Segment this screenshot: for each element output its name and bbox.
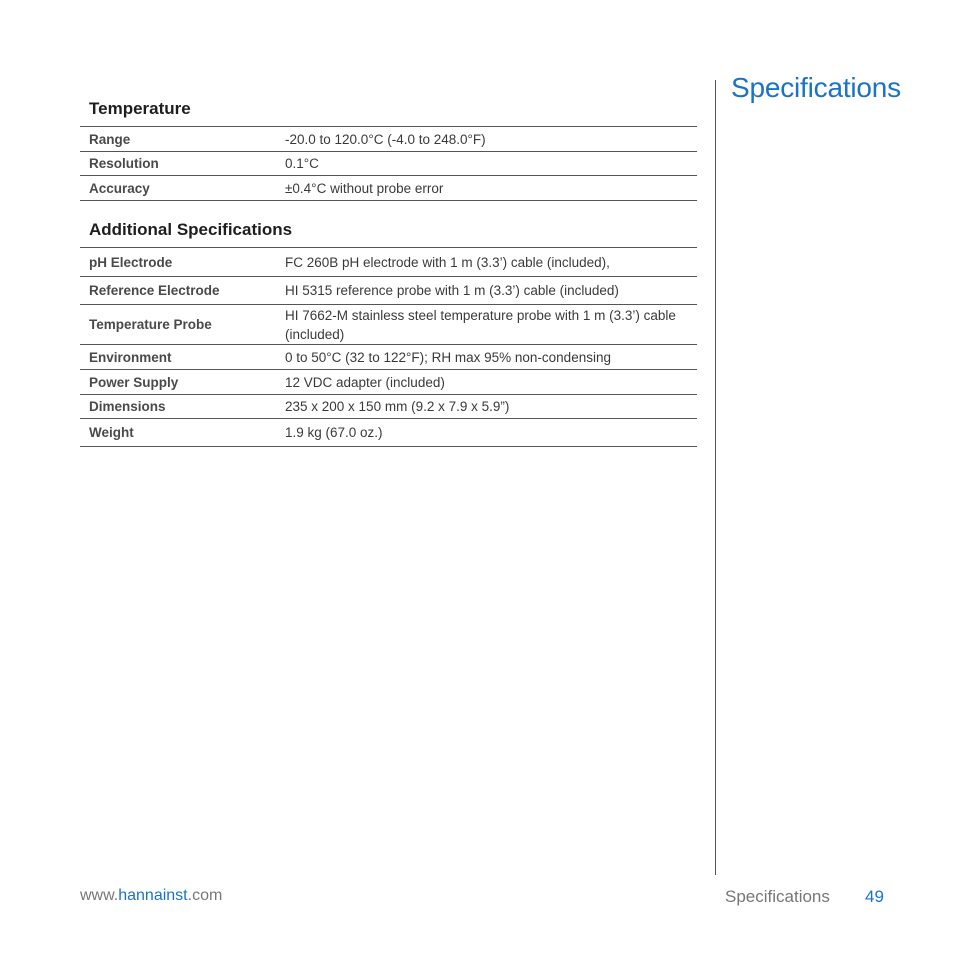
spec-label: Range [89,131,131,147]
footer-section-name: Specifications [725,887,830,906]
spec-value: -20.0 to 120.0°C (-4.0 to 248.0°F) [285,131,486,147]
footer-website-link[interactable] [80,887,222,905]
table-row [80,152,697,176]
spec-value: HI 5315 reference probe with 1 m (3.3’) cable (included) [285,283,619,298]
url-prefix: www. [80,887,119,904]
table-row [80,127,697,152]
url-suffix: .com [187,887,223,904]
spec-value: ±0.4°C without probe error [285,180,444,196]
table-row [80,277,697,305]
spec-value: 235 x 200 x 150 mm (9.2 x 7.9 x 5.9”) [285,399,510,414]
additional-specs-heading: Additional Specifications [89,220,293,239]
spec-value: 12 VDC adapter (included) [285,374,445,390]
spec-value: 0.1°C [285,156,319,171]
spec-value: 1.9 kg (67.0 oz.) [285,425,383,440]
page-number: 49 [865,887,884,906]
table-row [80,419,697,447]
spec-value: 0 to 50°C (32 to 122°F); RH max 95% non-condensing [285,349,611,365]
vertical-divider [715,80,716,875]
table-row [80,305,697,345]
spec-label: Temperature Probe [89,317,212,332]
table-row [80,176,697,201]
table-row [80,345,697,370]
page-title: Specifications [731,72,901,103]
spec-value: HI 7662-M stainless steel temperature probe with 1 m (3.3’) cable (included) [285,307,676,342]
table-row [80,248,697,277]
spec-label: Weight [89,425,134,440]
temperature-table [80,126,697,201]
table-row [80,395,697,419]
table-row [80,370,697,395]
additional-specs-table [80,247,697,447]
spec-value: FC 260B pH electrode with 1 m (3.3’) cable (included), [285,254,610,270]
url-brand: hannainst [118,887,188,904]
spec-label: Environment [89,349,172,365]
spec-label: Resolution [89,156,159,171]
spec-label: Reference Electrode [89,283,220,298]
spec-label: Accuracy [89,180,150,196]
spec-label: pH Electrode [89,254,173,270]
temperature-heading: Temperature [89,99,191,118]
spec-label: Power Supply [89,374,179,390]
spec-label: Dimensions [89,399,166,414]
